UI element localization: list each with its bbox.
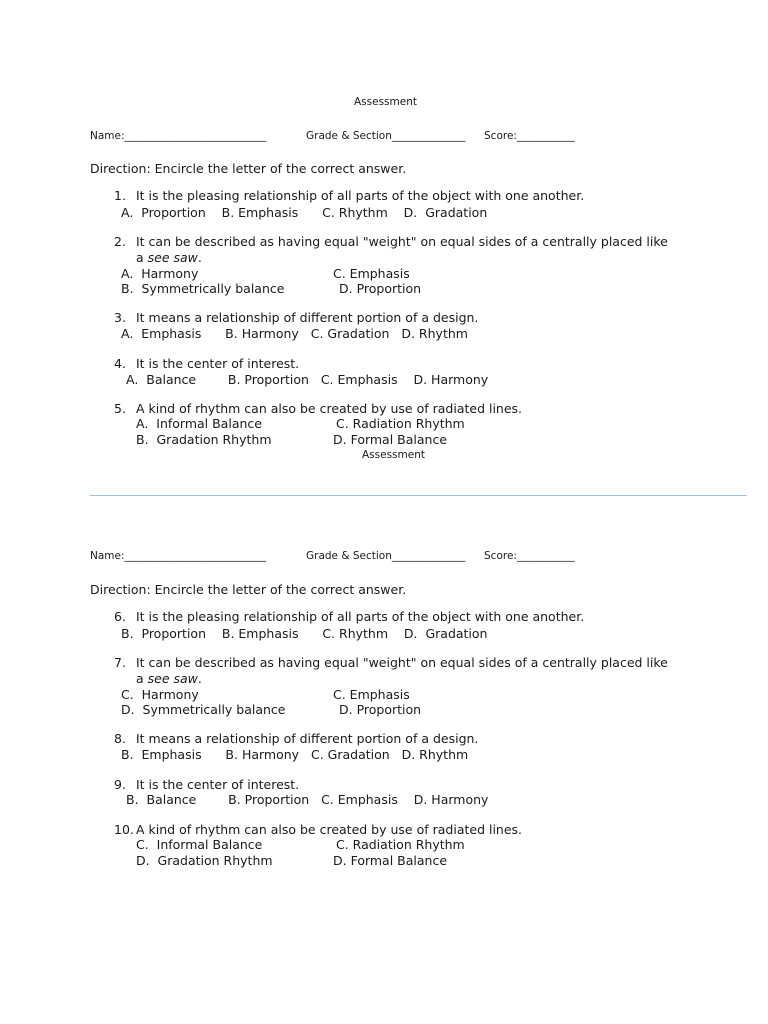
choice: C. Emphasis <box>333 687 410 702</box>
question-text: It can be described as having equal "weight" on equal sides of a centrally placed like <box>136 655 668 670</box>
choice: C. Radiation Rhythm <box>336 837 465 852</box>
page-divider <box>90 495 747 496</box>
assessment-title: Assessment <box>354 96 417 108</box>
question-choices: A. Emphasis B. Harmony C. Gradation D. Rhythm <box>121 326 468 341</box>
direction-text: Direction: Encircle the letter of the correct answer. <box>90 161 407 176</box>
choice: D. Proportion <box>339 281 422 296</box>
score-line: Score:___________ <box>484 130 575 142</box>
question-text: It is the pleasing relationship of all parts of the object with one another. <box>136 188 585 203</box>
choice: B. Symmetrically balance <box>121 281 285 296</box>
question-text: It means a relationship of different portion of a design. <box>136 310 479 325</box>
question-choices: B. Balance B. Proportion C. Emphasis D. Harmony <box>126 792 489 807</box>
assessment-title: Assessment <box>362 449 425 461</box>
question-text-continued: a see saw. <box>136 671 202 686</box>
question-choices: B. Emphasis B. Harmony C. Gradation D. Rhythm <box>121 747 469 762</box>
question-number: 3. <box>114 310 126 325</box>
choice: C. Harmony <box>121 687 199 702</box>
question-choices: A. Balance B. Proportion C. Emphasis D. Harmony <box>126 372 489 387</box>
grade-section-line: Grade & Section______________ <box>306 550 466 562</box>
question-text: A kind of rhythm can also be created by use of radiated lines. <box>136 401 523 416</box>
choice: C. Radiation Rhythm <box>336 416 465 431</box>
choice: D. Gradation Rhythm <box>136 853 273 868</box>
direction-text: Direction: Encircle the letter of the correct answer. <box>90 582 407 597</box>
choice: D. Proportion <box>339 702 422 717</box>
question-text: A kind of rhythm can also be created by use of radiated lines. <box>136 822 523 837</box>
choice: A. Informal Balance <box>136 416 262 431</box>
name-line: Name:___________________________ <box>90 130 267 142</box>
choice: D. Formal Balance <box>333 853 448 868</box>
question-text: It is the pleasing relationship of all parts of the object with one another. <box>136 609 585 624</box>
question-number: 7. <box>114 655 126 670</box>
question-number: 6. <box>114 609 126 624</box>
name-line: Name:___________________________ <box>90 550 267 562</box>
question-number: 5. <box>114 401 126 416</box>
question-choices: A. Proportion B. Emphasis C. Rhythm D. Gradation <box>121 205 488 220</box>
choice: A. Harmony <box>121 266 199 281</box>
choice: C. Informal Balance <box>136 837 263 852</box>
choice: C. Emphasis <box>333 266 410 281</box>
choice: D. Formal Balance <box>333 432 448 447</box>
question-number: 8. <box>114 731 126 746</box>
grade-section-line: Grade & Section______________ <box>306 130 466 142</box>
question-text: It is the center of interest. <box>136 356 300 371</box>
question-text: It is the center of interest. <box>136 777 300 792</box>
choice: B. Gradation Rhythm <box>136 432 272 447</box>
question-number: 9. <box>114 777 126 792</box>
question-text: It can be described as having equal "weight" on equal sides of a centrally placed like <box>136 234 668 249</box>
question-number: 1. <box>114 188 126 203</box>
question-number: 10. <box>114 822 134 837</box>
score-line: Score:___________ <box>484 550 575 562</box>
question-choices: B. Proportion B. Emphasis C. Rhythm D. Gradation <box>121 626 488 641</box>
choice: D. Symmetrically balance <box>121 702 286 717</box>
question-number: 2. <box>114 234 126 249</box>
question-text-continued: a see saw. <box>136 250 202 265</box>
question-text: It means a relationship of different portion of a design. <box>136 731 479 746</box>
question-number: 4. <box>114 356 126 371</box>
